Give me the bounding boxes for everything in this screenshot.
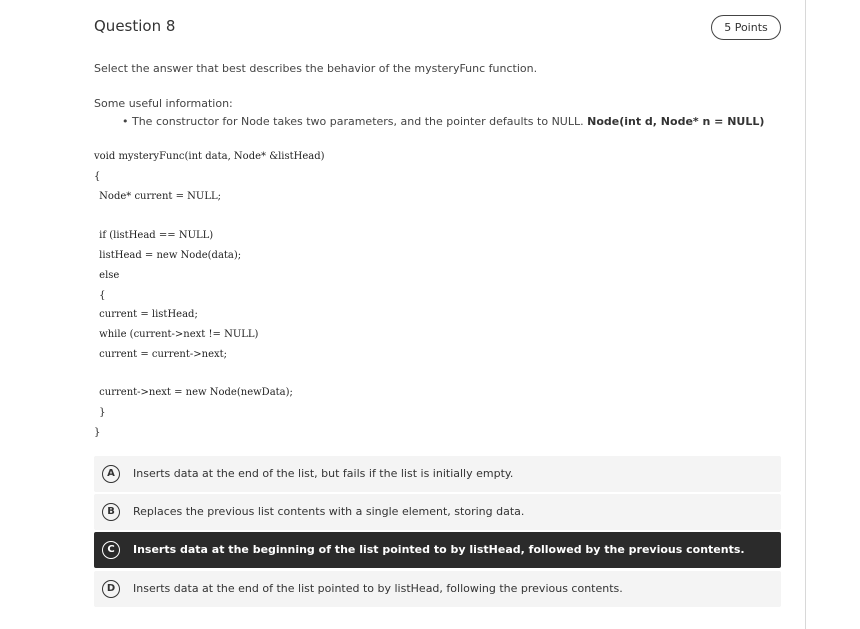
right-divider <box>805 0 806 629</box>
choice-letter-d: D <box>102 580 120 598</box>
code-line: } <box>96 407 106 418</box>
info-bullet <box>122 115 764 128</box>
code-line: current = current->next; <box>96 349 228 360</box>
code-line: current->next = new Node(newData); <box>96 387 293 398</box>
choice-text-b: Replaces the previous list contents with a single element, storing data. <box>133 505 525 518</box>
code-line: { <box>94 171 101 182</box>
choice-letter-c: C <box>102 541 120 559</box>
choice-text-d: Inserts data at the end of the list pointed to by listHead, following the previous contents. <box>133 582 623 595</box>
answer-choice-c[interactable] <box>94 532 781 568</box>
choice-letter-a: A <box>102 465 120 483</box>
code-line: void mysteryFunc(int data, Node* &listHead) <box>94 151 325 162</box>
code-line: Node* current = NULL; <box>96 191 221 202</box>
code-line: { <box>96 290 106 301</box>
choice-letter-b: B <box>102 503 120 521</box>
code-line: while (current->next != NULL) <box>96 329 259 340</box>
question-prompt: Select the answer that best describes the behavior of the mysteryFunc function. <box>94 62 538 75</box>
info-bullet-signature: Node(int d, Node* n = NULL) <box>587 115 765 128</box>
code-line: current = listHead; <box>96 309 198 320</box>
code-line: listHead = new Node(data); <box>96 250 242 261</box>
question-title: Question 8 <box>94 17 176 35</box>
info-label: Some useful information: <box>94 97 233 110</box>
answer-choice-a[interactable] <box>94 456 781 492</box>
answer-choice-b[interactable] <box>94 494 781 530</box>
choice-text-c: Inserts data at the beginning of the list pointed to by listHead, followed by the previous contents. <box>133 543 745 556</box>
answer-choice-d[interactable] <box>94 571 781 607</box>
info-bullet-text: • The constructor for Node takes two parameters, and the pointer defaults to NULL. <box>122 115 588 128</box>
choice-text-a: Inserts data at the end of the list, but fails if the list is initially empty. <box>133 467 514 480</box>
code-line: } <box>94 427 101 438</box>
code-line: else <box>96 270 120 281</box>
code-line: if (listHead == NULL) <box>96 230 214 241</box>
points-badge: 5 Points <box>711 15 781 40</box>
